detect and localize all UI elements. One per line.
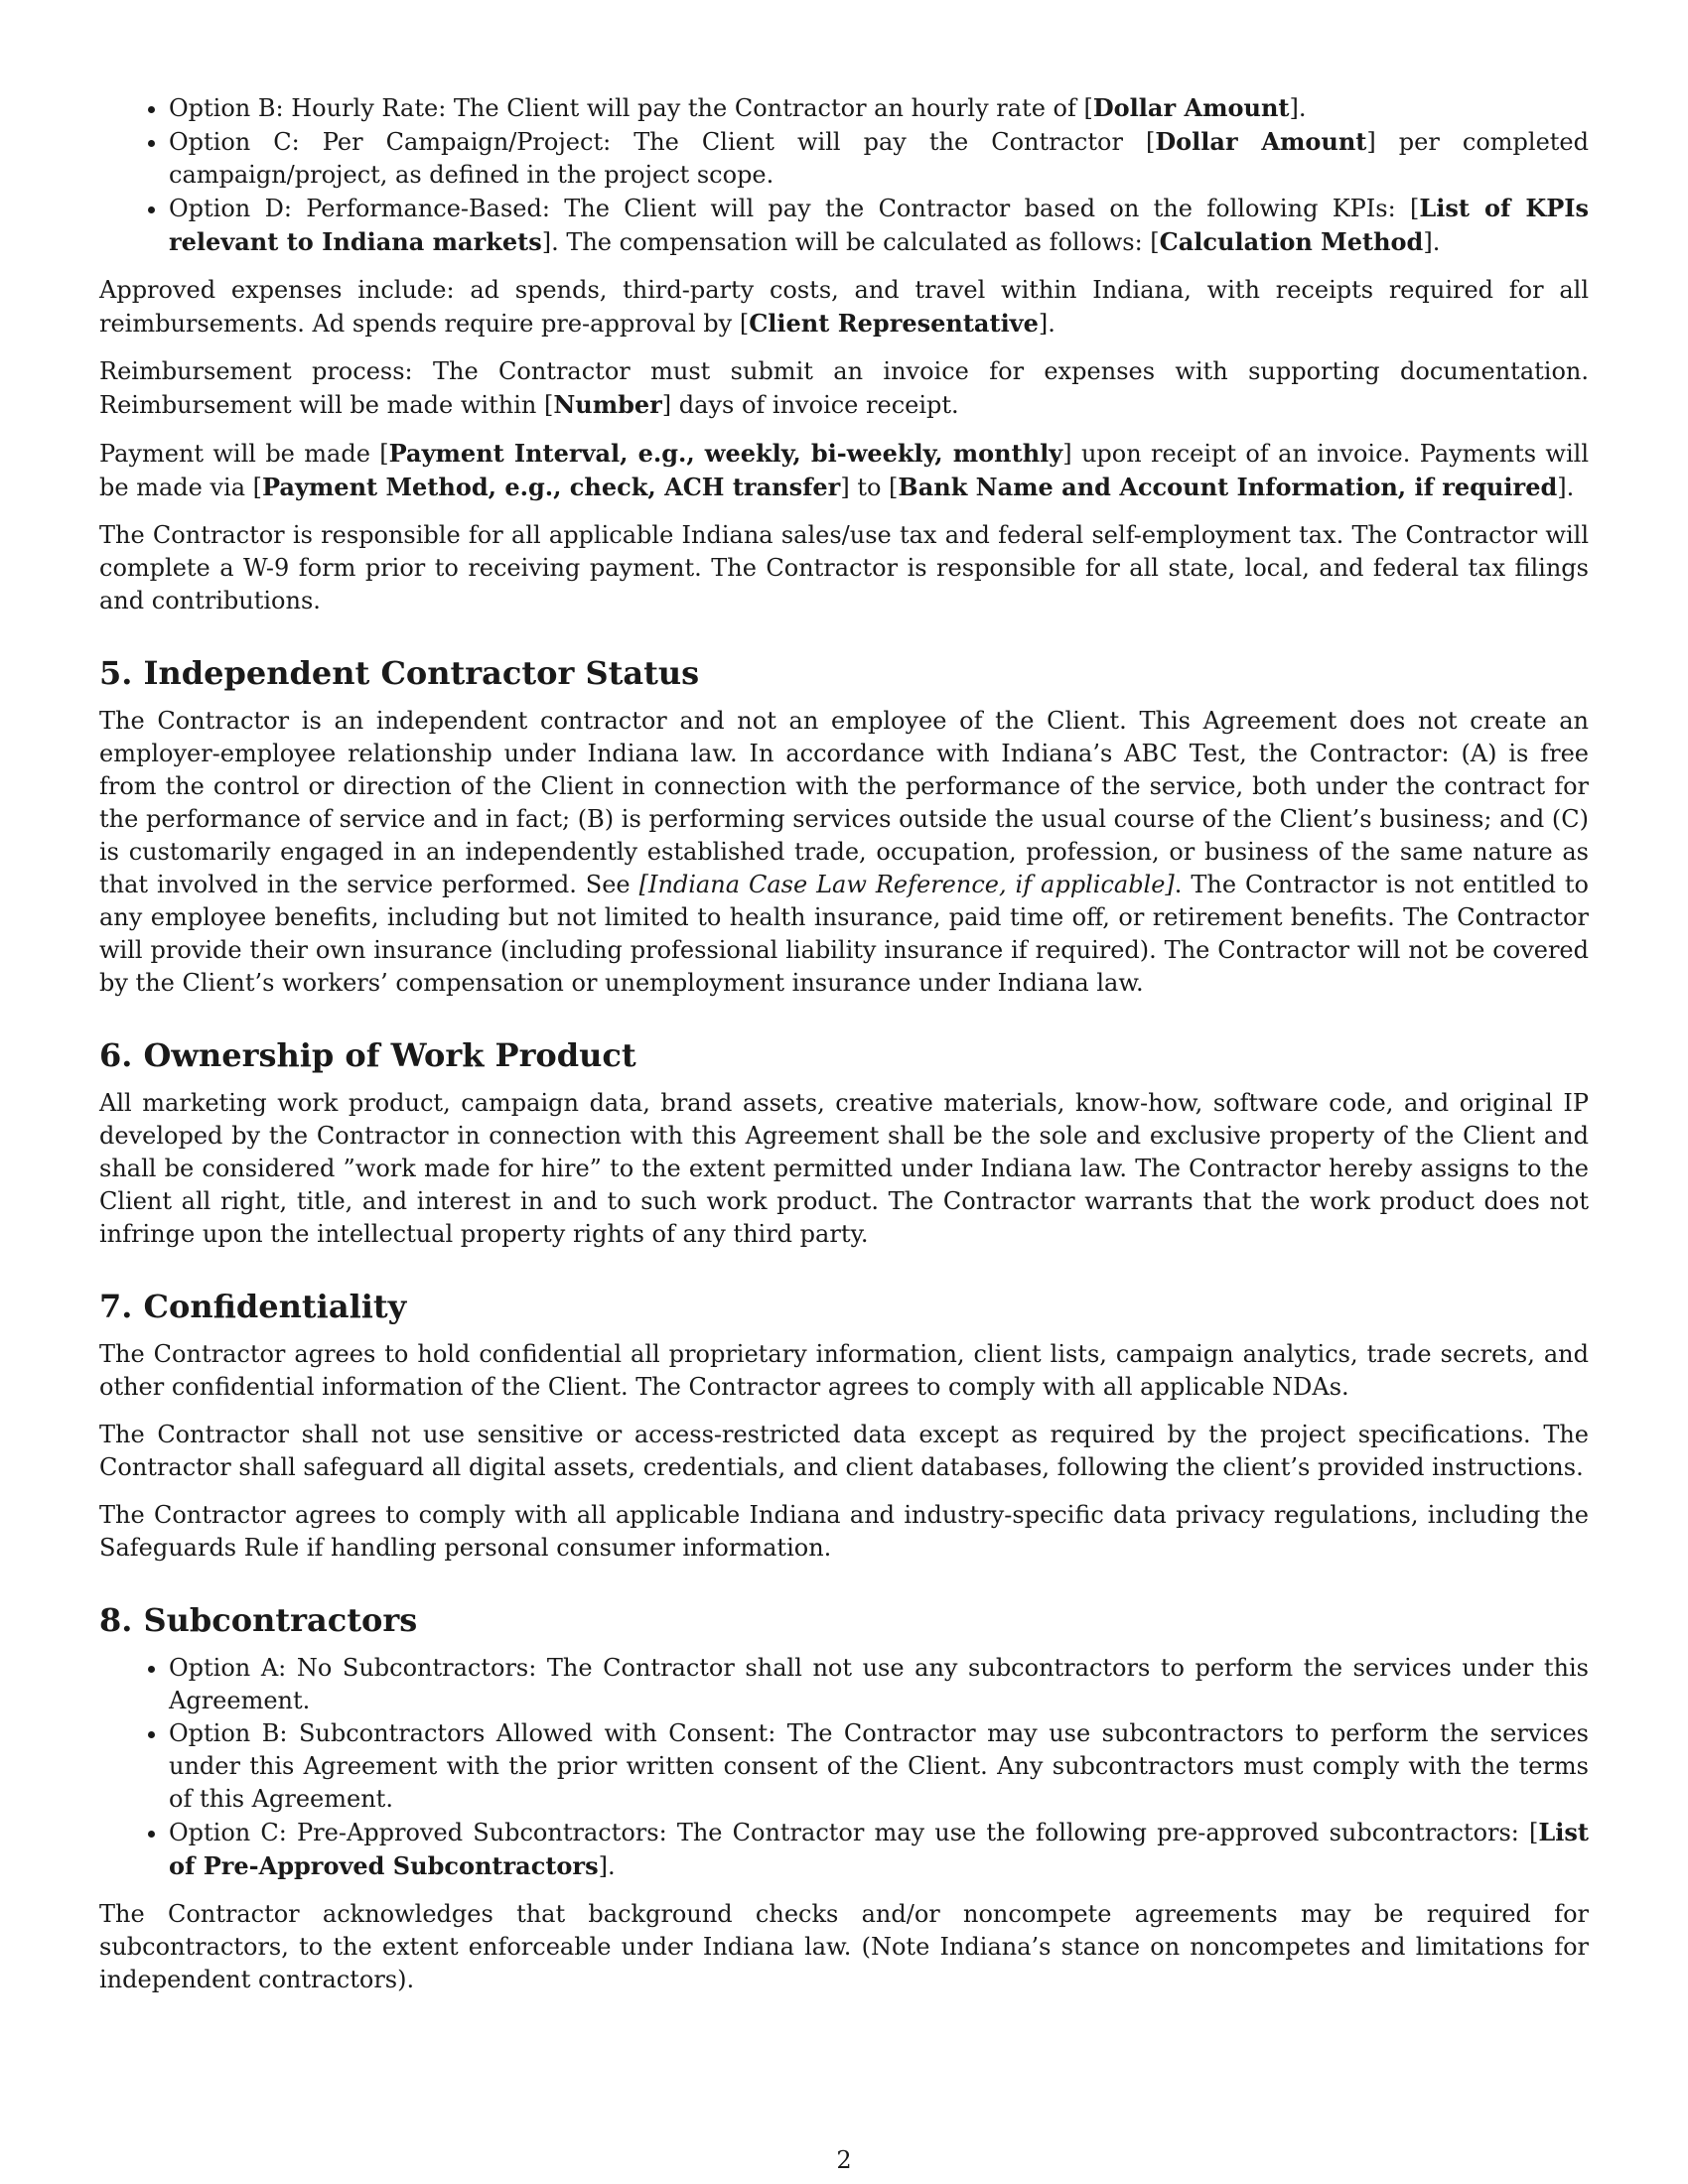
text-run: The Contractor agrees to hold confidential all proprietary information, client lists, campaign analytics, trade secrets, and other confidential information of the Client. The Contractor agrees to comply with all applicable NDAs. [99,1340,1589,1401]
placeholder-field: Calculation Method [1159,227,1424,256]
section-6-paragraph [99,1087,1589,1251]
placeholder-field: Payment Method, e.g., check, ACH transfer [262,473,841,501]
text-run: Approved expenses include: ad spends, third-party costs, and travel within Indiana, with receipts required for all reimbursements. Ad spends require pre-approval by [ [99,276,1589,338]
section-8-heading: 8. Subcontractors [99,1601,418,1639]
section-5-body [99,705,1589,1000]
text-run: Reimbursement process: The Contractor must submit an invoice for expenses with supporting documentation. Reimbursement will be made within [ [99,357,1589,419]
payment-paragraph [99,519,1589,617]
text-run: Option C: Pre-Approved Subcontractors: The Contractor may use the following pre-approved subcontractors: [ [169,1819,1539,1846]
compensation-option [169,125,1589,192]
text-run: The Contractor is an independent contractor and not an employee of the Client. This Agreement does not create an employer-employee relationship under Indiana law. In accordance with Indiana’s ABC Test, the Contractor: (A) is free from the control or direction of the Client in connection with the performance of the service, both under the contract for the performance of service and in fact; (B) is performing services outside the usual course of the Client’s business; and (C) is customarily engaged in an independently established trade, occupation, profession, or business of the same nature as that involved in the service performed. See [99,707,1589,898]
payment-terms-paragraphs [99,274,1589,617]
placeholder-field: Bank Name and Account Information, if required [898,473,1558,501]
text-run: ] upon receipt of an invoice. Payments will be made via [ [99,440,1590,501]
payment-paragraph [99,437,1589,504]
page-number: 2 [836,2146,852,2174]
page-content [99,91,1589,2011]
placeholder-field: Dollar Amount [1092,93,1290,122]
text-run: ]. The compensation will be calculated as follows: [ [541,228,1160,256]
text-run: ] per completed campaign/project, as defined in the project scope. [169,128,1589,189]
section-8-body [99,1898,1589,1996]
text-run: ]. [1557,474,1575,501]
placeholder-field: Payment Interval, e.g., weekly, bi-weekly, monthly [388,439,1063,468]
subcontractor-option [169,1816,1589,1883]
text-run: ] days of invoice receipt. [661,391,959,419]
text-run: Option C: Per Campaign/Project: The Client will pay the Contractor [ [169,128,1156,156]
compensation-options-list [99,91,1589,259]
text-run: Option B: Subcontractors Allowed with Consent: The Contractor may use subcontractors to perform the services under this Agreement with the prior written consent of the Client. Any subcontractors must comply with the terms of this Agreement. [169,1719,1589,1813]
section-5-heading: 5. Independent Contractor Status [99,654,700,692]
section-8-paragraph [99,1898,1589,1996]
section-6-heading: 6. Ownership of Work Product [99,1036,636,1074]
section-7-paragraph [99,1419,1589,1484]
text-run: The Contractor shall not use sensitive or access-restricted data except as required by the project specifications. The Contractor shall safeguard all digital assets, credentials, and client databases, following the client’s provided instructions. [99,1421,1589,1481]
section-7-body [99,1338,1589,1565]
section-7-paragraph [99,1338,1589,1404]
text-run: The Contractor agrees to comply with all applicable Indiana and industry-specific data privacy regulations, including the Safeguards Rule if handling personal consumer information. [99,1501,1589,1562]
section-6-body [99,1087,1589,1251]
subcontractor-option [169,1652,1589,1717]
section-5-paragraph [99,705,1589,1000]
text-run: ]. [1038,310,1055,338]
text-run: The Contractor is responsible for all applicable Indiana sales/use tax and federal self-employment tax. The Contractor will complete a W-9 form prior to receiving payment. The Contractor is responsible for all state, local, and federal tax filings and contributions. [99,521,1589,614]
payment-paragraph [99,355,1589,422]
subcontractor-options-list [99,1652,1589,1883]
text-run: ]. [1423,228,1441,256]
placeholder-field: Client Representative [749,309,1039,338]
placeholder-field: Number [553,390,662,419]
text-run: All marketing work product, campaign data, brand assets, creative materials, know-how, software code, and original IP developed by the Contractor in connection with this Agreement shall be the sole and exclusive property of the Client and shall be considered ”work made for hire” to the extent permitted under Indiana law. The Contractor hereby assigns to the Client all right, title, and interest in and to such work product. The Contractor warrants that the work product does not infringe upon the intellectual property rights of any third party. [99,1089,1589,1248]
text-run: Option B: Hourly Rate: The Client will pay the Contractor an hourly rate of [ [169,94,1093,122]
subcontractor-option [169,1717,1589,1816]
text-run: The Contractor acknowledges that background checks and/or noncompete agreements may be required for subcontractors, to the extent enforceable under Indiana law. (Note Indiana’s stance on noncompetes and limitations for independent contractors). [99,1900,1589,1993]
text-run: ]. [1289,94,1307,122]
compensation-option [169,91,1589,125]
text-run: . The Contractor is not entitled to any employee benefits, including but not limited to health insurance, paid time off, or retirement benefits. The Contractor will provide their own insurance (including professional liability insurance if required). The Contractor will not be covered by the Client’s workers’ compensation or unemployment insurance under Indiana law. [99,871,1589,997]
text-run: Option A: No Subcontractors: The Contractor shall not use any subcontractors to perform the services under this Agreement. [169,1654,1589,1714]
text-run: Option D: Performance-Based: The Client will pay the Contractor based on the following KPIs: [ [169,195,1420,222]
text-run: Payment will be made [ [99,440,389,468]
text-run: ]. [598,1852,616,1880]
placeholder-field: Dollar Amount [1155,127,1367,156]
placeholder-field: List of KPIs relevant to Indiana markets [169,194,1589,256]
section-7-heading: 7. Confidentiality [99,1288,407,1325]
section-7-paragraph [99,1499,1589,1565]
compensation-option [169,192,1589,259]
payment-paragraph [99,274,1589,341]
text-run: ] to [ [840,474,899,501]
reference-placeholder: [Indiana Case Law Reference, if applicable] [638,871,1175,898]
placeholder-field: List of Pre-Approved Subcontractors [169,1818,1589,1880]
